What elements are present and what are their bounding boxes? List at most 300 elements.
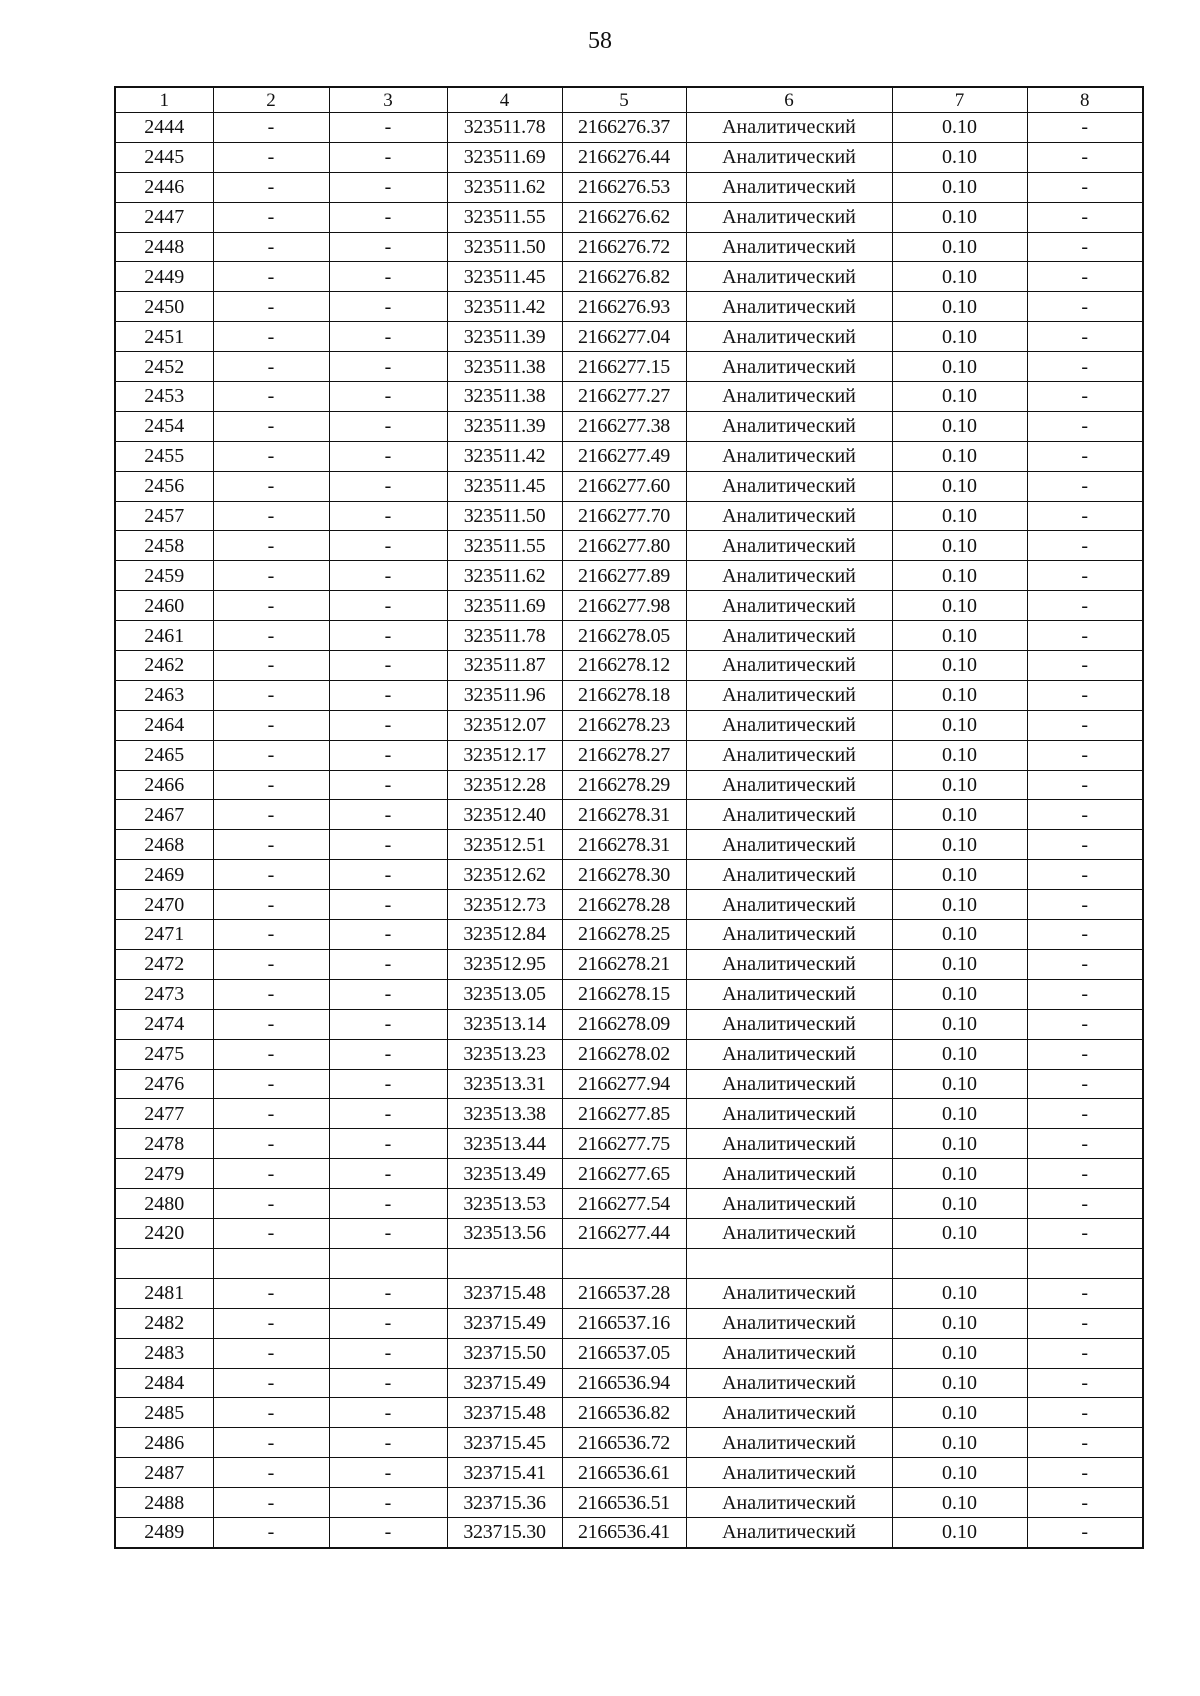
table-cell-col-5: 2166536.94 <box>562 1368 686 1398</box>
table-cell-col-3: - <box>329 202 447 232</box>
table-row <box>115 561 1143 591</box>
table-cell-col-8: - <box>1027 740 1143 770</box>
table-cell-col-4: 323511.69 <box>447 591 562 621</box>
table-cell-col-3: - <box>329 1039 447 1069</box>
table-row <box>115 1278 1143 1308</box>
table-cell-col-6 <box>686 1248 892 1278</box>
table-cell-col-8: - <box>1027 531 1143 561</box>
table-cell-col-6: Аналитический <box>686 411 892 441</box>
table-row <box>115 890 1143 920</box>
table-cell-col-1: 2484 <box>115 1368 213 1398</box>
table-row <box>115 382 1143 412</box>
table-cell-col-2 <box>213 1248 329 1278</box>
table-cell-col-4: 323511.38 <box>447 352 562 382</box>
table-cell-col-6: Аналитический <box>686 920 892 950</box>
table-cell-col-5: 2166278.18 <box>562 680 686 710</box>
table-cell-col-6: Аналитический <box>686 1129 892 1159</box>
table-cell-col-2: - <box>213 860 329 890</box>
table-cell-col-4: 323715.41 <box>447 1458 562 1488</box>
table-cell-col-1: 2468 <box>115 830 213 860</box>
table-cell-col-3: - <box>329 860 447 890</box>
table-cell-col-2: - <box>213 1428 329 1458</box>
table-cell-col-1: 2446 <box>115 172 213 202</box>
table-cell-col-3: - <box>329 949 447 979</box>
table-cell-col-7: 0.10 <box>892 1099 1027 1129</box>
table-cell-col-1: 2487 <box>115 1458 213 1488</box>
table-cell-col-3: - <box>329 651 447 681</box>
table-cell-col-7: 0.10 <box>892 1189 1027 1219</box>
table-cell-col-8: - <box>1027 770 1143 800</box>
table-cell-col-3: - <box>329 531 447 561</box>
table-cell-col-1: 2481 <box>115 1278 213 1308</box>
table-cell-col-7: 0.10 <box>892 1368 1027 1398</box>
table-cell-col-6: Аналитический <box>686 232 892 262</box>
table-cell-col-4: 323511.87 <box>447 651 562 681</box>
table-cell-col-2: - <box>213 1458 329 1488</box>
table-cell-col-7: 0.10 <box>892 501 1027 531</box>
table-cell-col-7: 0.10 <box>892 1218 1027 1248</box>
table-cell-col-8: - <box>1027 1009 1143 1039</box>
table-cell-col-8: - <box>1027 172 1143 202</box>
table-cell-col-4: 323511.39 <box>447 411 562 441</box>
table-cell-col-7: 0.10 <box>892 142 1027 172</box>
table-cell-col-5: 2166277.98 <box>562 591 686 621</box>
table-cell-col-2: - <box>213 292 329 322</box>
table-cell-col-4: 323511.55 <box>447 531 562 561</box>
table-cell-col-1: 2476 <box>115 1069 213 1099</box>
table-cell-col-5 <box>562 1248 686 1278</box>
table-cell-col-1: 2452 <box>115 352 213 382</box>
table-cell-col-2: - <box>213 531 329 561</box>
table-row <box>115 1488 1143 1518</box>
table-cell-col-5: 2166278.28 <box>562 890 686 920</box>
table-cell-col-1: 2448 <box>115 232 213 262</box>
table-cell-col-5: 2166276.37 <box>562 113 686 143</box>
table-cell-col-8: - <box>1027 1129 1143 1159</box>
table-cell-col-5: 2166278.15 <box>562 979 686 1009</box>
table-cell-col-5: 2166278.21 <box>562 949 686 979</box>
table-cell-col-4: 323715.49 <box>447 1368 562 1398</box>
table-cell-col-2: - <box>213 949 329 979</box>
table-cell-col-5: 2166277.89 <box>562 561 686 591</box>
table-cell-col-1: 2467 <box>115 800 213 830</box>
table-cell-col-3: - <box>329 322 447 352</box>
table-header-row <box>115 87 1143 113</box>
page-number: 58 <box>588 28 612 54</box>
table-cell-col-6: Аналитический <box>686 172 892 202</box>
table-cell-col-1: 2469 <box>115 860 213 890</box>
table-cell-col-2: - <box>213 382 329 412</box>
table-cell-col-1: 2450 <box>115 292 213 322</box>
table-cell-col-4: 323512.40 <box>447 800 562 830</box>
table-cell-col-3: - <box>329 1159 447 1189</box>
table-cell-col-1: 2486 <box>115 1428 213 1458</box>
table-cell-col-1: 2478 <box>115 1129 213 1159</box>
table-cell-col-4: 323511.42 <box>447 292 562 322</box>
table-row <box>115 1368 1143 1398</box>
table-cell-col-2: - <box>213 1129 329 1159</box>
table-cell-col-4: 323511.50 <box>447 501 562 531</box>
column-header: 1 <box>115 87 213 113</box>
table-cell-col-2: - <box>213 262 329 292</box>
table-cell-col-3: - <box>329 591 447 621</box>
table-cell-col-3: - <box>329 1099 447 1129</box>
table-cell-col-8: - <box>1027 1069 1143 1099</box>
table-cell-col-8: - <box>1027 501 1143 531</box>
table-cell-col-6: Аналитический <box>686 1159 892 1189</box>
table-cell-col-2: - <box>213 1308 329 1338</box>
table-row <box>115 352 1143 382</box>
table-cell-col-2: - <box>213 890 329 920</box>
table-cell-col-8: - <box>1027 1398 1143 1428</box>
table-cell-col-5: 2166277.44 <box>562 1218 686 1248</box>
table-cell-col-8: - <box>1027 710 1143 740</box>
table-cell-col-7: 0.10 <box>892 441 1027 471</box>
table-cell-col-2: - <box>213 740 329 770</box>
table-cell-col-4: 323715.36 <box>447 1488 562 1518</box>
table-cell-col-8 <box>1027 1248 1143 1278</box>
table-cell-col-2: - <box>213 1189 329 1219</box>
table-cell-col-3: - <box>329 172 447 202</box>
table-cell-col-6: Аналитический <box>686 1308 892 1338</box>
table-cell-col-3: - <box>329 292 447 322</box>
table-cell-col-2: - <box>213 142 329 172</box>
table-cell-col-3: - <box>329 740 447 770</box>
table-cell-col-3: - <box>329 1398 447 1428</box>
table-cell-col-7: 0.10 <box>892 1488 1027 1518</box>
table-cell-col-3: - <box>329 1428 447 1458</box>
table-cell-col-7: 0.10 <box>892 1009 1027 1039</box>
table-cell-col-6: Аналитический <box>686 531 892 561</box>
table-cell-col-2: - <box>213 1488 329 1518</box>
table-cell-col-2: - <box>213 172 329 202</box>
table-cell-col-8: - <box>1027 1488 1143 1518</box>
table-cell-col-4: 323511.78 <box>447 113 562 143</box>
table-cell-col-5: 2166277.54 <box>562 1189 686 1219</box>
table-cell-col-4: 323513.05 <box>447 979 562 1009</box>
table-cell-col-1 <box>115 1248 213 1278</box>
table-cell-col-6: Аналитический <box>686 1488 892 1518</box>
table-cell-col-4: 323715.48 <box>447 1278 562 1308</box>
table-cell-col-5: 2166278.31 <box>562 800 686 830</box>
table-cell-col-8: - <box>1027 1099 1143 1129</box>
table-cell-col-5: 2166277.60 <box>562 471 686 501</box>
table-cell-col-8: - <box>1027 471 1143 501</box>
table-cell-col-6: Аналитический <box>686 322 892 352</box>
table-cell-col-6: Аналитический <box>686 1099 892 1129</box>
table-cell-col-2: - <box>213 471 329 501</box>
table-cell-col-1: 2479 <box>115 1159 213 1189</box>
table-cell-col-2: - <box>213 352 329 382</box>
table-row <box>115 770 1143 800</box>
table-cell-col-3: - <box>329 352 447 382</box>
table-row <box>115 800 1143 830</box>
table-cell-col-2: - <box>213 561 329 591</box>
table-cell-col-3: - <box>329 890 447 920</box>
table-cell-col-2: - <box>213 113 329 143</box>
table-row <box>115 441 1143 471</box>
table-cell-col-3: - <box>329 1278 447 1308</box>
table-cell-col-4: 323512.28 <box>447 770 562 800</box>
table-cell-col-8: - <box>1027 591 1143 621</box>
table-cell-col-4 <box>447 1248 562 1278</box>
table-cell-col-3: - <box>329 920 447 950</box>
table-cell-col-6: Аналитический <box>686 740 892 770</box>
table-cell-col-3: - <box>329 262 447 292</box>
table-cell-col-8: - <box>1027 1189 1143 1219</box>
table-cell-col-6: Аналитический <box>686 142 892 172</box>
table-cell-col-5: 2166276.62 <box>562 202 686 232</box>
table-cell-col-5: 2166276.44 <box>562 142 686 172</box>
table-cell-col-6: Аналитический <box>686 1338 892 1368</box>
table-cell-col-6: Аналитический <box>686 1398 892 1428</box>
table-cell-col-1: 2472 <box>115 949 213 979</box>
table-cell-col-5: 2166277.04 <box>562 322 686 352</box>
table-cell-col-1: 2444 <box>115 113 213 143</box>
table-row <box>115 710 1143 740</box>
table-cell-col-2: - <box>213 411 329 441</box>
table-cell-col-8: - <box>1027 561 1143 591</box>
table-cell-col-1: 2466 <box>115 770 213 800</box>
table-cell-col-5: 2166277.85 <box>562 1099 686 1129</box>
table-cell-col-6: Аналитический <box>686 262 892 292</box>
table-cell-col-8: - <box>1027 949 1143 979</box>
table-cell-col-7: 0.10 <box>892 1458 1027 1488</box>
table-cell-col-1: 2463 <box>115 680 213 710</box>
table-cell-col-8: - <box>1027 352 1143 382</box>
table-row <box>115 1039 1143 1069</box>
table-row <box>115 1458 1143 1488</box>
table-cell-col-1: 2447 <box>115 202 213 232</box>
table-cell-col-2: - <box>213 1099 329 1129</box>
table-cell-col-6: Аналитический <box>686 860 892 890</box>
table-row <box>115 621 1143 651</box>
table-cell-col-4: 323511.62 <box>447 561 562 591</box>
table-cell-col-5: 2166277.70 <box>562 501 686 531</box>
table-cell-col-7: 0.10 <box>892 262 1027 292</box>
table-cell-col-3: - <box>329 411 447 441</box>
table-cell-col-4: 323511.38 <box>447 382 562 412</box>
table-cell-col-8: - <box>1027 890 1143 920</box>
table-cell-col-3: - <box>329 1218 447 1248</box>
table-cell-col-3: - <box>329 680 447 710</box>
table-cell-col-1: 2455 <box>115 441 213 471</box>
table-row <box>115 740 1143 770</box>
table-row <box>115 591 1143 621</box>
table-row <box>115 471 1143 501</box>
table-cell-col-4: 323512.73 <box>447 890 562 920</box>
table-row <box>115 1338 1143 1368</box>
table-cell-col-2: - <box>213 1368 329 1398</box>
table-cell-col-3: - <box>329 621 447 651</box>
table-cell-col-5: 2166278.29 <box>562 770 686 800</box>
table-body <box>115 113 1143 1548</box>
table-cell-col-4: 323513.23 <box>447 1039 562 1069</box>
table-cell-col-3: - <box>329 441 447 471</box>
table-cell-col-8: - <box>1027 651 1143 681</box>
table-row <box>115 1398 1143 1428</box>
table-cell-col-7: 0.10 <box>892 591 1027 621</box>
table-cell-col-7: 0.10 <box>892 830 1027 860</box>
table-cell-col-7: 0.10 <box>892 292 1027 322</box>
table-cell-col-6: Аналитический <box>686 1039 892 1069</box>
table-cell-col-2: - <box>213 800 329 830</box>
table-cell-col-2: - <box>213 830 329 860</box>
table-cell-col-5: 2166277.15 <box>562 352 686 382</box>
table-cell-col-8: - <box>1027 262 1143 292</box>
table-cell-col-8: - <box>1027 382 1143 412</box>
table-cell-col-2: - <box>213 1517 329 1547</box>
table-row <box>115 949 1143 979</box>
table-cell-col-5: 2166277.80 <box>562 531 686 561</box>
table-cell-col-5: 2166536.51 <box>562 1488 686 1518</box>
table-cell-col-7: 0.10 <box>892 561 1027 591</box>
table-cell-col-1: 2461 <box>115 621 213 651</box>
table-cell-col-3: - <box>329 1458 447 1488</box>
table-cell-col-5: 2166537.28 <box>562 1278 686 1308</box>
table-cell-col-4: 323715.45 <box>447 1428 562 1458</box>
table-cell-col-6: Аналитический <box>686 1368 892 1398</box>
table-cell-col-6: Аналитический <box>686 441 892 471</box>
table-cell-col-1: 2474 <box>115 1009 213 1039</box>
table-cell-col-2: - <box>213 979 329 1009</box>
table-cell-col-3: - <box>329 232 447 262</box>
table-cell-col-7: 0.10 <box>892 1069 1027 1099</box>
table-cell-col-6: Аналитический <box>686 501 892 531</box>
table-cell-col-1: 2485 <box>115 1398 213 1428</box>
table-cell-col-5: 2166276.53 <box>562 172 686 202</box>
table-cell-col-1: 2456 <box>115 471 213 501</box>
table-cell-col-1: 2457 <box>115 501 213 531</box>
table-cell-col-5: 2166278.05 <box>562 621 686 651</box>
table-cell-col-7: 0.10 <box>892 710 1027 740</box>
table-cell-col-8: - <box>1027 232 1143 262</box>
table-cell-col-5: 2166277.38 <box>562 411 686 441</box>
table-cell-col-3: - <box>329 979 447 1009</box>
table-cell-col-6: Аналитический <box>686 800 892 830</box>
table-cell-col-3: - <box>329 1368 447 1398</box>
table-cell-col-4: 323513.53 <box>447 1189 562 1219</box>
table-cell-col-8: - <box>1027 1278 1143 1308</box>
table-cell-col-3: - <box>329 770 447 800</box>
table-cell-col-7: 0.10 <box>892 1278 1027 1308</box>
table-cell-col-3: - <box>329 830 447 860</box>
table-cell-col-4: 323715.30 <box>447 1517 562 1547</box>
table-cell-col-4: 323513.56 <box>447 1218 562 1248</box>
table-cell-col-6: Аналитический <box>686 890 892 920</box>
table-cell-col-1: 2458 <box>115 531 213 561</box>
table-row <box>115 292 1143 322</box>
table-row <box>115 1069 1143 1099</box>
table-cell-col-1: 2420 <box>115 1218 213 1248</box>
table-cell-col-3: - <box>329 1009 447 1039</box>
table-cell-col-6: Аналитический <box>686 1009 892 1039</box>
table-cell-col-4: 323511.50 <box>447 232 562 262</box>
table-row <box>115 113 1143 143</box>
table-cell-col-4: 323715.50 <box>447 1338 562 1368</box>
table-cell-col-8: - <box>1027 322 1143 352</box>
table-cell-col-3 <box>329 1248 447 1278</box>
table-cell-col-4: 323513.44 <box>447 1129 562 1159</box>
table-cell-col-7: 0.10 <box>892 740 1027 770</box>
table-cell-col-5: 2166276.93 <box>562 292 686 322</box>
table-cell-col-4: 323512.17 <box>447 740 562 770</box>
table-cell-col-1: 2477 <box>115 1099 213 1129</box>
table-cell-col-7: 0.10 <box>892 411 1027 441</box>
table-cell-col-7: 0.10 <box>892 1398 1027 1428</box>
table-cell-col-5: 2166277.65 <box>562 1159 686 1189</box>
table-cell-col-6: Аналитический <box>686 352 892 382</box>
table-cell-col-3: - <box>329 710 447 740</box>
table-cell-col-5: 2166537.16 <box>562 1308 686 1338</box>
table-cell-col-3: - <box>329 1069 447 1099</box>
table-row <box>115 1308 1143 1338</box>
table-cell-col-8: - <box>1027 411 1143 441</box>
table-cell-col-7: 0.10 <box>892 1308 1027 1338</box>
table-row <box>115 651 1143 681</box>
table-cell-col-2: - <box>213 1069 329 1099</box>
table-cell-col-6: Аналитический <box>686 382 892 412</box>
table-cell-col-4: 323513.49 <box>447 1159 562 1189</box>
table-cell-col-4: 323511.69 <box>447 142 562 172</box>
table-cell-col-3: - <box>329 1338 447 1368</box>
column-header: 5 <box>562 87 686 113</box>
table-cell-col-6: Аналитический <box>686 113 892 143</box>
table-row <box>115 1099 1143 1129</box>
table-cell-col-7: 0.10 <box>892 651 1027 681</box>
table-cell-col-5: 2166276.82 <box>562 262 686 292</box>
table-cell-col-6: Аналитический <box>686 621 892 651</box>
table-cell-col-7 <box>892 1248 1027 1278</box>
table-cell-col-2: - <box>213 591 329 621</box>
table-cell-col-6: Аналитический <box>686 1517 892 1547</box>
table-cell-col-6: Аналитический <box>686 830 892 860</box>
table-cell-col-7: 0.10 <box>892 860 1027 890</box>
table-cell-col-2: - <box>213 770 329 800</box>
table-cell-col-6: Аналитический <box>686 1458 892 1488</box>
table-cell-col-7: 0.10 <box>892 232 1027 262</box>
table-cell-col-1: 2482 <box>115 1308 213 1338</box>
table-cell-col-6: Аналитический <box>686 710 892 740</box>
table-cell-col-4: 323512.07 <box>447 710 562 740</box>
column-header: 4 <box>447 87 562 113</box>
table-cell-col-7: 0.10 <box>892 172 1027 202</box>
table-row <box>115 531 1143 561</box>
table-cell-col-4: 323512.95 <box>447 949 562 979</box>
table-cell-col-3: - <box>329 471 447 501</box>
table-row <box>115 172 1143 202</box>
table-cell-col-1: 2480 <box>115 1189 213 1219</box>
table-row <box>115 322 1143 352</box>
table-cell-col-4: 323511.42 <box>447 441 562 471</box>
table-cell-col-7: 0.10 <box>892 920 1027 950</box>
table-cell-col-8: - <box>1027 441 1143 471</box>
table-cell-col-1: 2454 <box>115 411 213 441</box>
table-cell-col-2: - <box>213 1278 329 1308</box>
table-cell-col-3: - <box>329 1189 447 1219</box>
table-cell-col-7: 0.10 <box>892 352 1027 382</box>
table-cell-col-4: 323513.31 <box>447 1069 562 1099</box>
table-cell-col-8: - <box>1027 830 1143 860</box>
table-cell-col-4: 323511.39 <box>447 322 562 352</box>
table-row <box>115 142 1143 172</box>
table-cell-col-1: 2449 <box>115 262 213 292</box>
table-cell-col-7: 0.10 <box>892 471 1027 501</box>
table-cell-col-1: 2475 <box>115 1039 213 1069</box>
table-cell-col-8: - <box>1027 1458 1143 1488</box>
table-cell-col-5: 2166278.09 <box>562 1009 686 1039</box>
table-row <box>115 411 1143 441</box>
